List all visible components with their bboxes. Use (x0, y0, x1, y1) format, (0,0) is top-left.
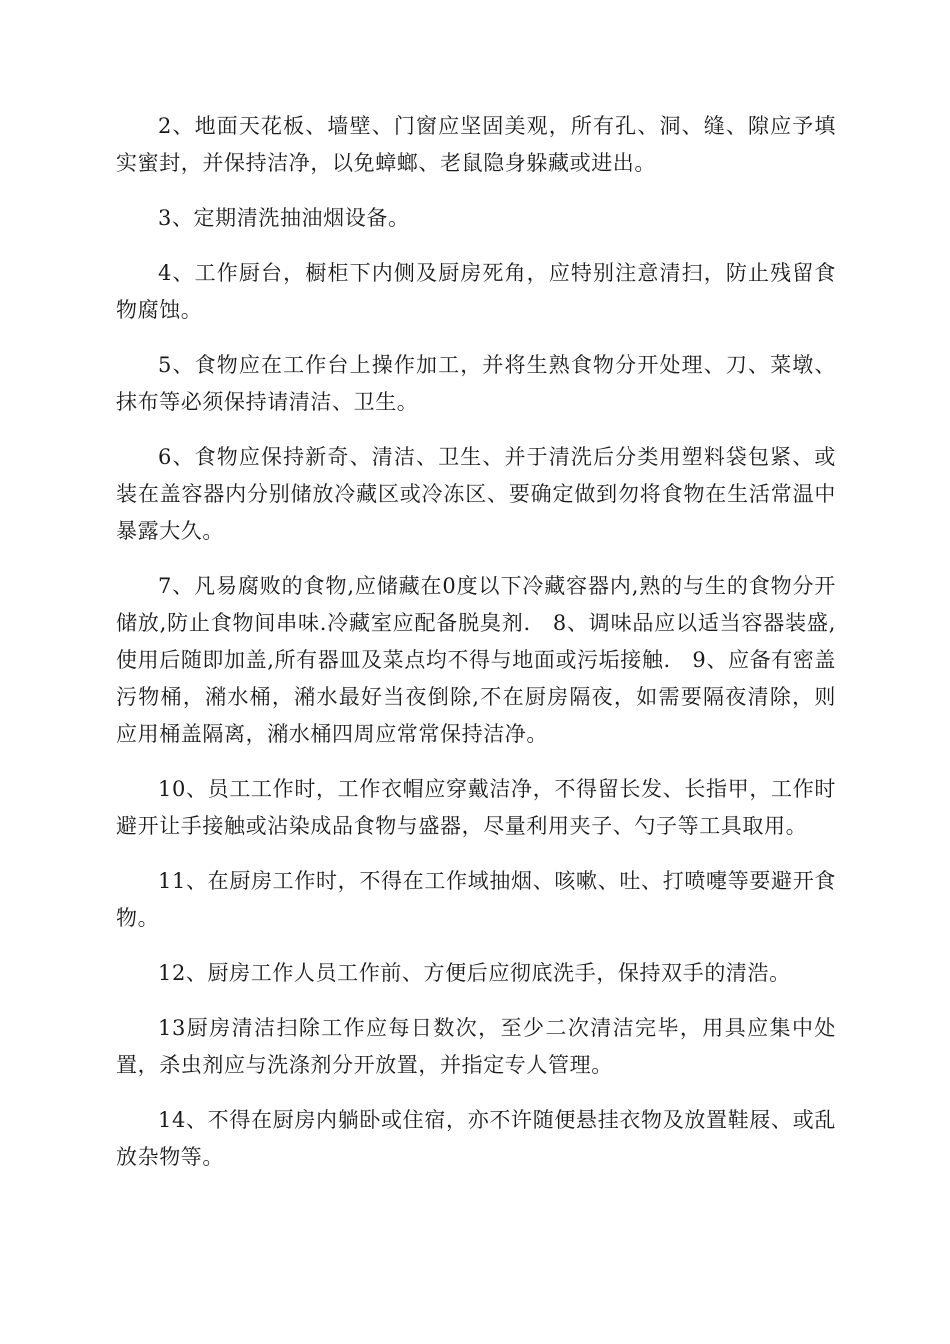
paragraph-item-2: 2、地面天花板、墙壁、门窗应坚固美观，所有孔、洞、缝、隙应予填实蜜封，并保持洁净，以免蟑螂、老鼠隐身躲藏或进出。 (116, 114, 836, 175)
document-page (116, 108, 836, 1194)
paragraph-item-13: 13厨房清洁扫除工作应每日数次，至少二次清洁完毕，用具应集中处置，杀虫剂应与洗涤剂分开放置，并指定专人管理。 (116, 1016, 836, 1077)
paragraph-item-7-8-9: 7、凡易腐败的食物,应储藏在0度以下冷藏容器内,熟的与生的食物分开储放,防止食物间串味.冷藏室应配备脱臭剂. 8、调味品应以适当容器装盛,使用后随即加盖,所有器皿及菜点均不得与地面或污垢接触. 9、应备有密盖污物桶，潲水桶，潲水最好当夜倒除,不在厨房隔夜，如需要隔夜清除，则应用桶盖隔离，潲水桶四周应常常保持洁净。 (116, 574, 836, 746)
paragraph-item-3: 3、定期清洗抽油烟设备。 (158, 206, 410, 230)
paragraph-item-4: 4、工作厨台，橱柜下内侧及厨房死角，应特别注意清扫，防止残留食物腐蚀。 (116, 261, 836, 322)
paragraph-item-14: 14、不得在厨房内躺卧或住宿，亦不许随便悬挂衣物及放置鞋屐、或乱放杂物等。 (116, 1108, 836, 1169)
paragraph-item-10: 10、员工工作时，工作衣帽应穿戴洁净，不得留长发、长指甲，工作时避开让手接触或沾染成品食物与盛器，尽量利用夹子、勺子等工具取用。 (116, 777, 836, 838)
paragraph-item-11: 11、在厨房工作时，不得在工作域抽烟、咳嗽、吐、打喷嚏等要避开食物。 (116, 869, 836, 930)
paragraph-item-5: 5、食物应在工作台上操作加工，并将生熟食物分开处理、刀、菜墩、抹布等必须保持请清洁、卫生。 (116, 353, 836, 414)
paragraph-item-6: 6、食物应保持新奇、清洁、卫生、并于清洗后分类用塑料袋包紧、或装在盖容器内分别储放冷藏区或冷冻区、要确定做到勿将食物在生活常温中暴露大久。 (116, 445, 836, 543)
paragraph-item-12: 12、厨房工作人员工作前、方便后应彻底洗手，保持双手的清浩。 (158, 961, 791, 985)
